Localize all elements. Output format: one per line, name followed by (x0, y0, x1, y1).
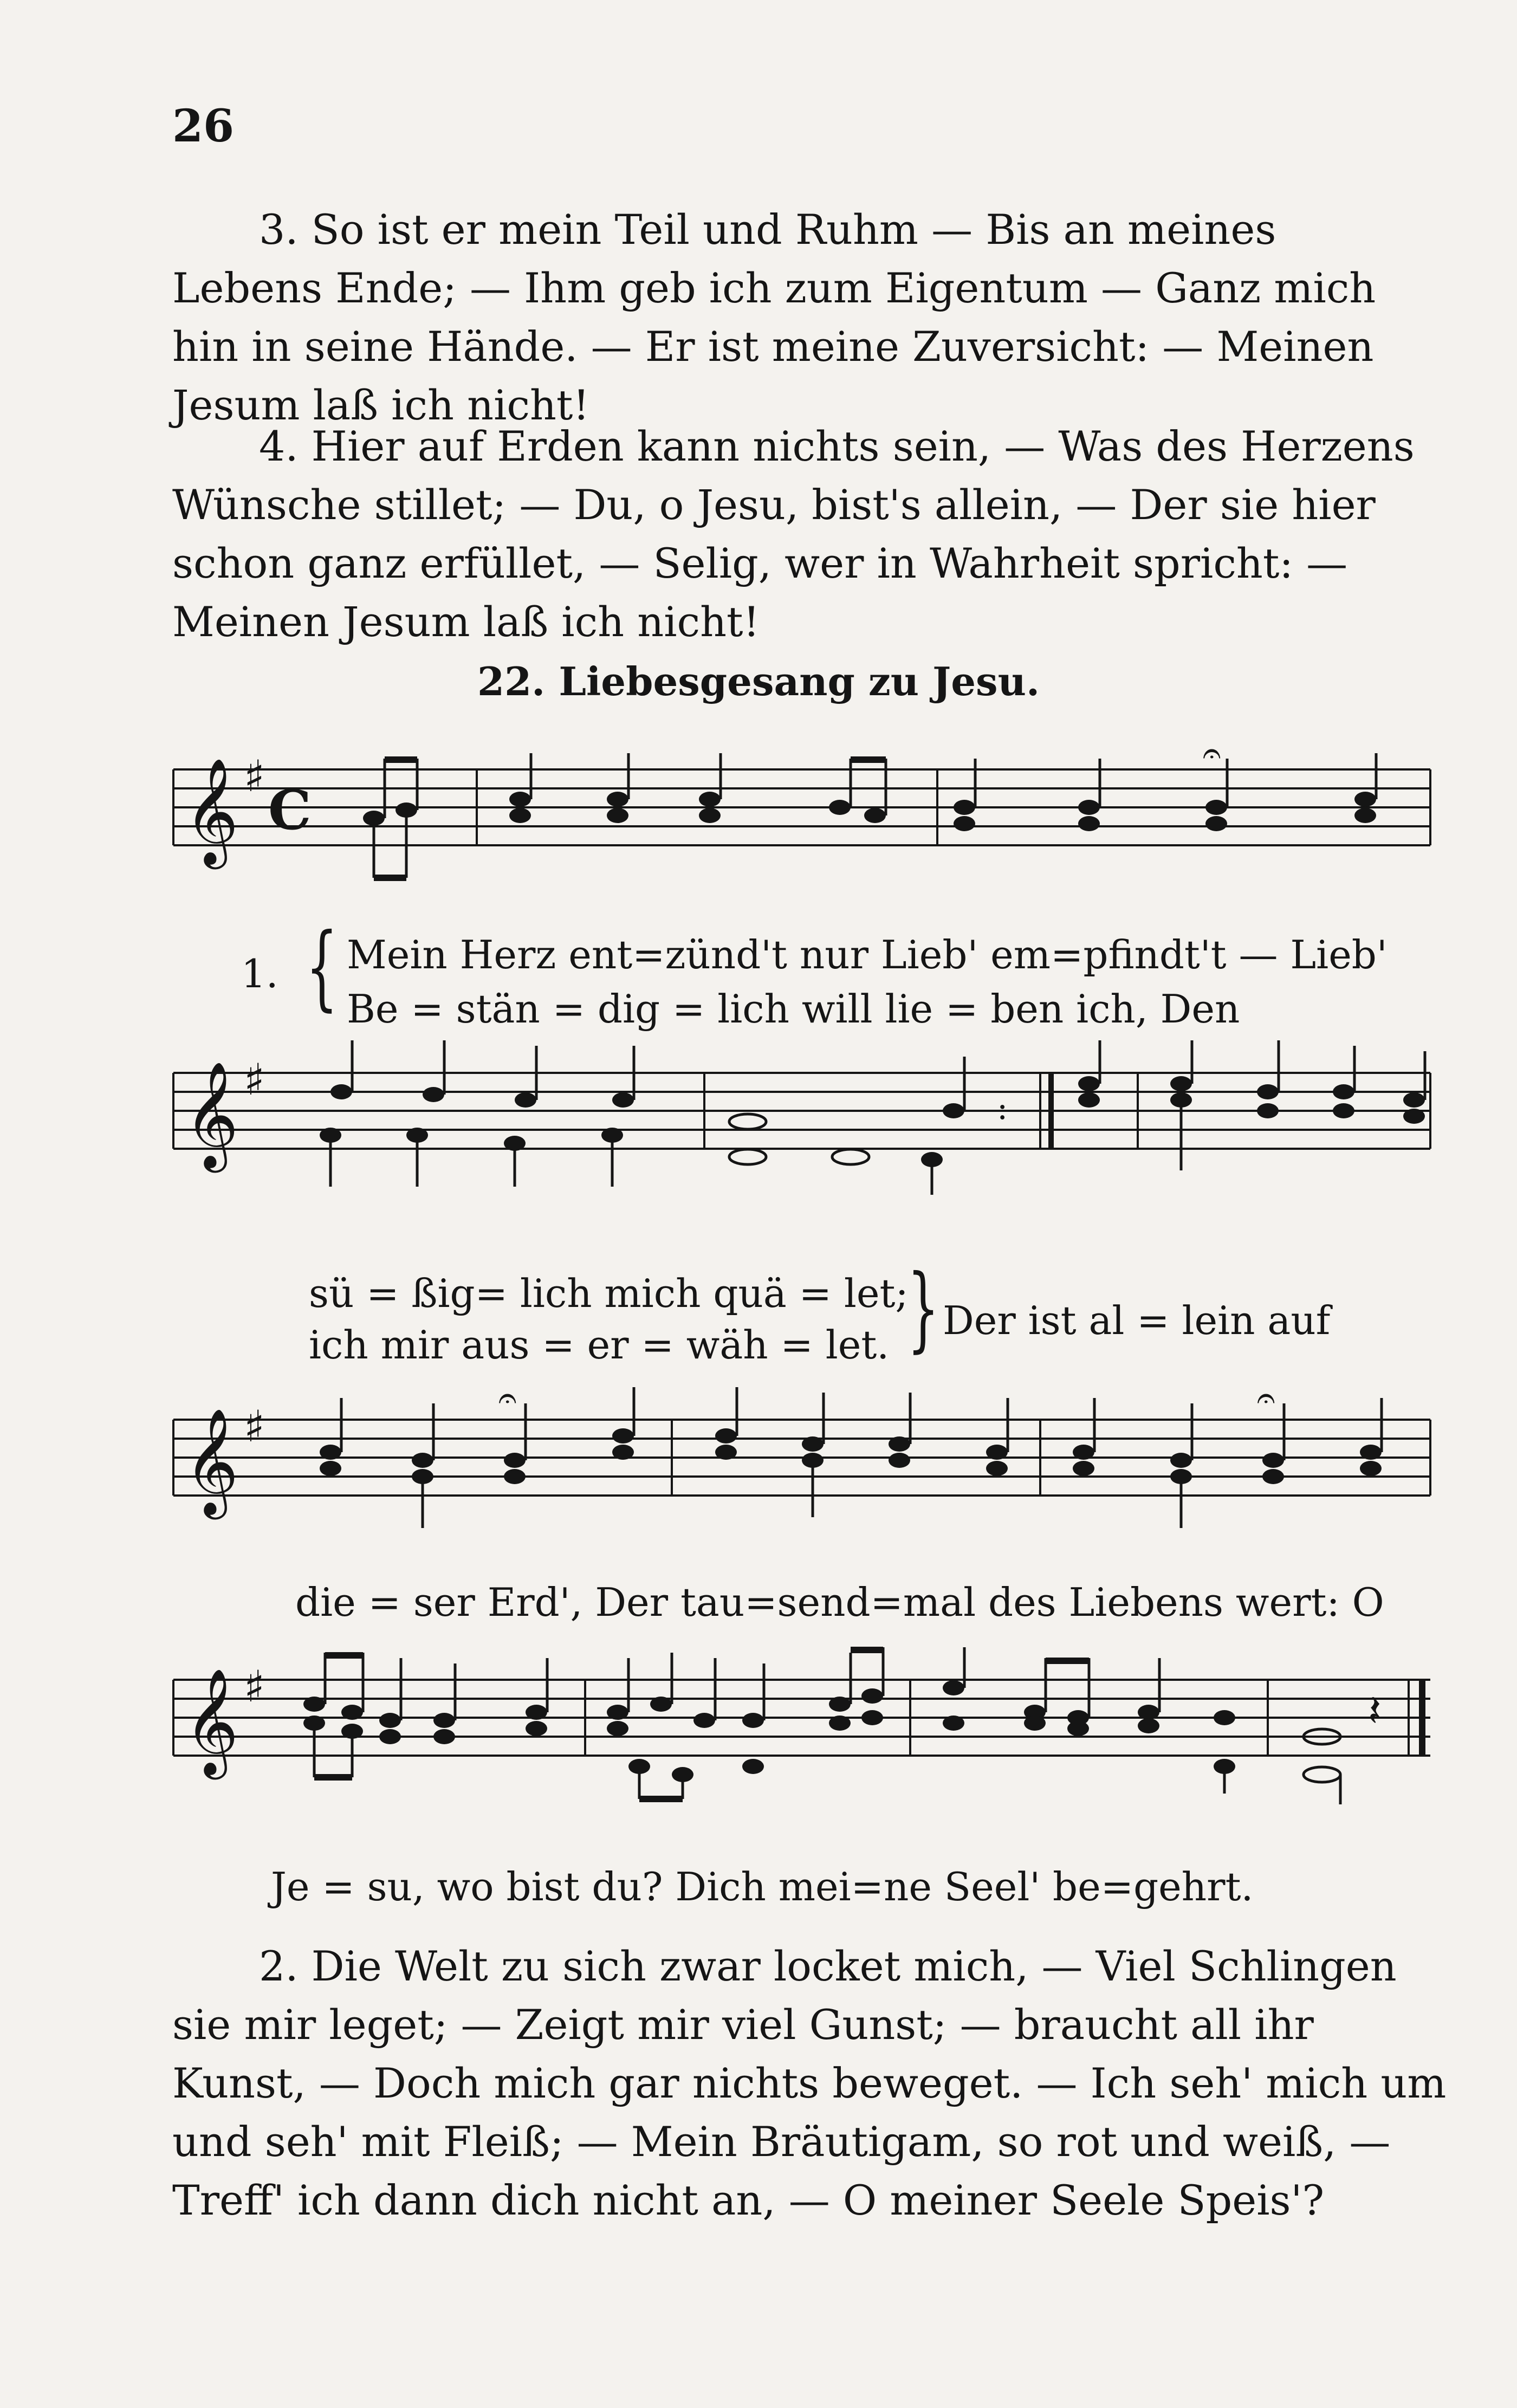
treble-clef-icon: 𝄞 (184, 1061, 239, 1168)
common-time-icon: C (268, 778, 312, 842)
sharp-icon: ♯ (244, 1401, 265, 1452)
stems-group (330, 1040, 1425, 1195)
fermata-icon: 𝄐 (498, 1379, 517, 1417)
stanza-line: Treff' ich dann dich nicht an, — O meiner Seele Speis'? (172, 2176, 1325, 2224)
lyric-line: sü = ßig= lich mich quä = let; (309, 1271, 909, 1316)
stanza-line: 4. Hier auf Erden kann nichts sein, — Was des Herzens (259, 422, 1415, 470)
treble-clef-icon: 𝄞 (184, 758, 239, 865)
fermata-icon: 𝄐 (1203, 748, 1221, 772)
treble-clef-icon: 𝄞 (184, 1408, 239, 1515)
lyric-line: ich mir aus = er = wäh = let. (309, 1322, 890, 1368)
brace-icon: } (907, 1255, 939, 1362)
sharp-icon: ♯ (244, 1661, 265, 1712)
stanza-line: Lebens Ende; — Ihm geb ich zum Eigentum — Ganz mich (172, 264, 1376, 312)
stanza-line: sie mir leget; — Zeigt mir viel Gunst; — braucht all ihr (172, 2001, 1314, 2049)
sharp-icon: ♯ (244, 751, 265, 801)
stanza-line: schon ganz erfüllet, — Selig, wer in Wahrheit spricht: — (172, 539, 1348, 587)
stanza-line: Wünsche stillet; — Du, o Jesu, bist's allein, — Der sie hier (172, 481, 1376, 529)
half-notes-group (729, 1114, 869, 1164)
notes-group (303, 1680, 1235, 1782)
page-number: 26 (172, 100, 235, 152)
fermata-icon: 𝄐 (1257, 1379, 1275, 1417)
lyric-line: die = ser Erd', Der tau=send=mal des Liebens wert: O (295, 1580, 1384, 1625)
staff-system-4 (163, 1636, 1447, 1821)
notes-group (320, 1076, 1425, 1167)
hymn-title: 22. Liebesgesang zu Jesu. (477, 658, 1040, 704)
stanza-line: hin in seine Hände. — Er ist meine Zuversicht: — Meinen (172, 322, 1374, 371)
stanza-2 (172, 1937, 1447, 2230)
stanza-line: 2. Die Welt zu sich zwar locket mich, — Viel Schlingen (259, 1942, 1397, 1990)
lyric-line: Je = su, wo bist du? Dich mei=ne Seel' be=gehrt. (271, 1864, 1254, 1909)
stanza-line: und seh' mit Fleiß; — Mein Bräutigam, so rot und weiß, — (172, 2118, 1391, 2166)
stanza-line: 3. So ist er mein Teil und Ruhm — Bis an meines (259, 205, 1276, 254)
lyric-line: Der ist al = lein auf (943, 1298, 1331, 1343)
verse-number: 1. (241, 951, 278, 996)
sharp-icon: ♯ (244, 1054, 265, 1105)
lyric-line: Mein Herz ent=zünd't nur Lieb' em=pfindt't — Lieb' (347, 932, 1388, 978)
stanza-3 (172, 200, 1435, 435)
repeat-dots-icon: : (997, 1089, 1008, 1127)
stanza-line: Kunst, — Doch mich gar nichts beweget. — Ich seh' mich um (172, 2059, 1447, 2107)
staff-system-3 (163, 1376, 1447, 1539)
stanza-line: Meinen Jesum laß ich nicht! (172, 598, 760, 646)
staff-system-1 (163, 748, 1447, 899)
brace-icon: { (306, 914, 338, 1021)
stanza-line: Jesum laß ich nicht! (172, 381, 589, 429)
stems-group (314, 1647, 1340, 1804)
staff-system-2 (163, 1040, 1447, 1197)
stanza-4 (172, 417, 1435, 651)
treble-clef-icon: 𝄞 (184, 1668, 239, 1775)
quarter-rest-icon: 𝄽 (1368, 1686, 1382, 1736)
lyric-line: Be = stän = dig = lich will lie = ben ich, Den (347, 986, 1240, 1032)
